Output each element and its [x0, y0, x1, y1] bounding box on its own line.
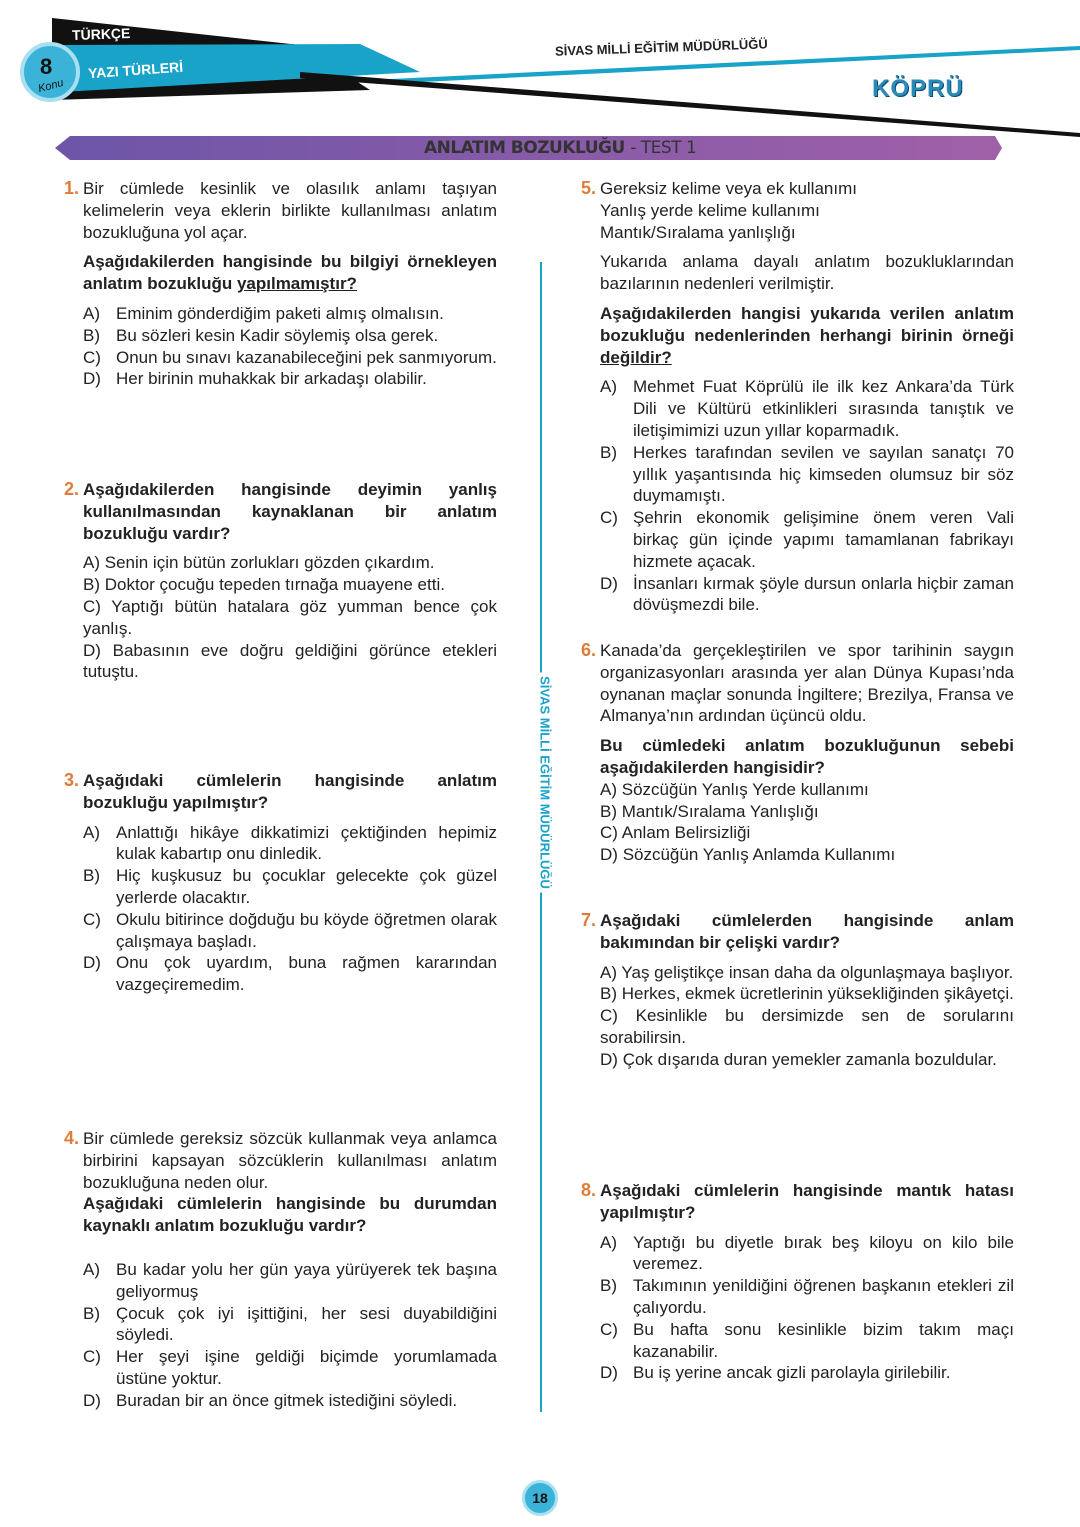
option-c[interactable] — [83, 596, 497, 640]
unit-number: 8 — [40, 54, 53, 79]
option-a[interactable] — [600, 1232, 1014, 1276]
option-letter: C) — [83, 596, 101, 616]
option-c[interactable] — [600, 1319, 1014, 1363]
option-text: Sözcüğün Yanlış Anlamda Kullanımı — [622, 845, 896, 865]
option-a[interactable] — [83, 552, 497, 574]
question-stem — [600, 735, 1014, 779]
question-stem — [83, 770, 497, 814]
question-5 — [580, 178, 1014, 616]
option-text: Yaptığı bu diyetle bırak beş kiloyu on kilo bile veremez. — [633, 1232, 1014, 1274]
option-letter: C) — [600, 1006, 618, 1026]
question-2 — [63, 479, 497, 683]
option-letter: B) — [83, 575, 100, 595]
option-d[interactable] — [83, 368, 497, 390]
option-c[interactable] — [600, 1005, 1014, 1049]
question-4 — [63, 1128, 497, 1412]
option-b[interactable] — [83, 325, 497, 347]
option-c[interactable] — [83, 1346, 497, 1390]
question-stem — [600, 910, 1014, 954]
option-letter: B) — [600, 442, 617, 462]
option-a[interactable] — [83, 303, 497, 325]
option-d[interactable] — [600, 1362, 1014, 1384]
question-3 — [63, 770, 497, 996]
option-letter: D) — [600, 573, 618, 593]
stem-text: Bu cümledeki anlatım bozukluğunun sebebi aşağıdakilerden hangisidir? — [600, 736, 1014, 777]
question-intro: Kanada’da gerçekleştirilen ve spor tarihinin saygın organizasyonları arasında yer alan Dünya Kupası’nda oynanan maçlar sonunda İngiltere; Brezilya, Fransa ve Almanya’nın ardından üçüncü oldu. — [600, 641, 1014, 726]
question-number: 7. — [580, 910, 596, 930]
question-number: 6. — [580, 640, 596, 660]
stem-text: Aşağıdakilerden hangisinde deyimin yanlış kullanılmasından kaynaklanan bir anlatım bozukluğu vardır? — [83, 480, 497, 543]
option-text: Sözcüğün Yanlış Yerde kullanımı — [621, 779, 869, 799]
option-letter: A) — [600, 962, 617, 982]
option-text: Çocuk çok iyi işittiğini, her sesi duyabildiğini söyledi. — [116, 1303, 497, 1345]
question-number: 8. — [580, 1180, 596, 1200]
stem-text: Aşağıdakilerden hangisinde bu bilgiyi örnekleyen anlatım bozukluğu — [83, 252, 497, 294]
question-6 — [580, 640, 1014, 866]
option-text: Mantık/Sıralama Yanlışlığı — [621, 801, 819, 821]
question-intro: Yukarıda anlama dayalı anlatım bozukluklarından bazılarının nedenleri verilmiştir. — [600, 252, 1014, 294]
option-d[interactable] — [83, 1390, 497, 1412]
option-letter: A) — [83, 822, 100, 842]
unit-label: Konu — [36, 76, 65, 96]
option-d[interactable] — [600, 844, 1014, 866]
test-number: - TEST 1 — [630, 138, 697, 158]
stem-emphasis: yapılmamıştır? — [236, 274, 357, 294]
option-text: İnsanları kırmak şöyle dursun onlarla hiçbir zaman dövüşmezdi bile. — [633, 573, 1014, 615]
premise-line: Mantık/Sıralama yanlışlığı — [600, 222, 796, 242]
option-letter: A) — [600, 779, 617, 799]
option-letter: A) — [600, 1232, 617, 1252]
option-letter: C) — [600, 1319, 618, 1339]
option-d[interactable] — [83, 640, 497, 684]
option-text: Çok dışarıda duran yemekler zamanla bozuldular. — [622, 1049, 997, 1069]
option-letter: C) — [600, 823, 618, 843]
option-letter: C) — [83, 909, 101, 929]
option-text: Bu iş yerine ancak gizli parolayla girilebilir. — [633, 1363, 951, 1383]
option-text: Bu hafta sonu kesinlikle bizim takım maçı kazanabilir. — [633, 1319, 1014, 1361]
option-text: Anlattığı hikâye dikkatimizi çektiğinden hepimiz kulak kabartıp onu dinledik. — [116, 822, 497, 864]
page-number: 18 — [522, 1480, 558, 1516]
stem-emphasis: değildir? — [600, 347, 672, 367]
option-a[interactable] — [83, 1259, 497, 1303]
question-1 — [63, 178, 497, 390]
option-letter: C) — [600, 508, 618, 528]
option-b[interactable] — [600, 983, 1014, 1005]
option-text: Buradan bir an önce gitmek istediğini söyledi. — [116, 1390, 458, 1410]
option-letter: A) — [83, 553, 100, 573]
question-intro: Bir cümlede kesinlik ve olasılık anlamı taşıyan kelimelerin veya eklerin birlikte kullanılması anlatım bozukluğuna yol açar. — [83, 179, 497, 242]
option-letter: C) — [83, 347, 101, 367]
option-letter: B) — [83, 866, 100, 886]
option-text: Okulu bitirince doğduğu bu köyde öğretmen olarak çalışmaya başladı. — [116, 909, 497, 951]
option-text: Anlam Belirsizliği — [621, 823, 751, 843]
option-b[interactable] — [83, 574, 497, 596]
publisher-logo: KÖPRÜ — [872, 75, 964, 102]
stem-text: Aşağıdaki cümlelerin hangisinde mantık hatası yapılmıştır? — [600, 1181, 1014, 1222]
option-letter: A) — [600, 377, 617, 397]
question-number: 5. — [580, 178, 596, 198]
question-number: 2. — [63, 479, 79, 499]
topic-label: YAZI TÜRLERİ — [87, 58, 184, 82]
option-b[interactable] — [600, 442, 1014, 507]
test-topic: ANLATIM BOZUKLUĞU — [424, 138, 625, 158]
option-text: Hiç kuşkusuz bu çocuklar gelecekte çok güzel yerlerde olacaktır. — [116, 866, 497, 907]
option-text: Kesinlikle bu dersimizde sen de sorularını sorabilirsin. — [600, 1006, 1014, 1047]
option-letter: B) — [83, 1303, 100, 1323]
option-text: Bu kadar yolu her gün yaya yürüyerek tek başına geliyormuş — [116, 1259, 497, 1301]
option-a[interactable] — [600, 962, 1014, 984]
option-letter: D) — [600, 1049, 618, 1069]
option-d[interactable] — [83, 952, 497, 996]
question-number: 3. — [63, 770, 79, 790]
option-c[interactable] — [83, 909, 497, 953]
option-text: Her birinin muhakkak bir arkadaşı olabilir. — [116, 369, 427, 389]
question-stem — [83, 479, 497, 544]
premise-line: Yanlış yerde kelime kullanımı — [600, 200, 820, 220]
option-text: Doktor çocuğu tepeden tırnağa muayene etti. — [104, 575, 445, 595]
option-c[interactable] — [600, 507, 1014, 572]
option-d[interactable] — [600, 573, 1014, 617]
question-number: 1. — [63, 178, 79, 198]
option-text: Babasının eve doğru geldiğini görünce etekleri tutuştu. — [83, 640, 497, 682]
stem-text: Aşağıdaki cümlelerden hangisinde anlam bakımından bir çelişki vardır? — [600, 911, 1014, 952]
option-letter: B) — [600, 801, 617, 821]
option-text: Yaş geliştikçe insan daha da olgunlaşmaya başlıyor. — [621, 962, 1014, 982]
option-d[interactable] — [600, 1049, 1014, 1071]
option-letter: D) — [83, 640, 101, 660]
option-text: Yaptığı bütün hatalara göz yumman bence çok yanlış. — [83, 596, 497, 638]
option-letter: D) — [83, 1390, 101, 1410]
option-text: Eminim gönderdiğim paketi almış olmalısın. — [116, 303, 444, 323]
question-stem — [83, 1193, 497, 1237]
question-stem — [600, 303, 1014, 368]
option-a[interactable] — [600, 376, 1014, 441]
option-text: Herkes, ekmek ücretlerinin yüksekliğinden şikâyetçi. — [621, 984, 1014, 1004]
option-c[interactable] — [83, 347, 497, 369]
test-title — [424, 138, 696, 158]
option-letter: D) — [600, 845, 618, 865]
option-b[interactable] — [600, 801, 1014, 823]
question-stem — [600, 1180, 1014, 1224]
option-letter: A) — [83, 303, 100, 323]
option-text: Senin için bütün zorlukları gözden çıkardım. — [104, 553, 435, 573]
question-intro: Bir cümlede gereksiz sözcük kullanmak veya anlamca birbirini kapsayan sözcüklerin kullanılması anlatım bozukluğuna neden olur. — [83, 1129, 497, 1192]
stem-text: Aşağıdakilerden hangisi yukarıda verilen anlatım bozukluğu nedenlerinden herhangi birinin örneği — [600, 303, 1014, 345]
option-letter: C) — [83, 1347, 101, 1367]
option-b[interactable] — [600, 1275, 1014, 1319]
option-b[interactable] — [83, 865, 497, 909]
option-letter: B) — [600, 984, 617, 1004]
option-text: Onu çok uyardım, buna rağmen kararından vazgeçiremedim. — [116, 953, 497, 995]
question-stem — [83, 251, 497, 295]
stem-text: Aşağıdaki cümlelerin hangisinde bu durumdan kaynaklı anlatım bozukluğu vardır? — [83, 1194, 497, 1236]
option-text: Onun bu sınavı kazanabileceğini pek sanmıyorum. — [116, 347, 497, 367]
option-letter: D) — [600, 1363, 618, 1383]
premise-line: Gereksiz kelime veya ek kullanımı — [600, 179, 857, 198]
question-7 — [580, 910, 1014, 1071]
option-text: Şehrin ekonomik gelişimine önem veren Vali birkaç gün içinde yapımı tamamlanan fabrikayı hizmete açacak. — [633, 508, 1014, 571]
question-8 — [580, 1180, 1014, 1384]
option-text: Bu sözleri kesin Kadir söylemiş olsa gerek. — [116, 325, 439, 345]
option-b[interactable] — [83, 1303, 497, 1347]
option-c[interactable] — [600, 822, 1014, 844]
option-letter: B) — [83, 325, 100, 345]
option-text: Her şeyi işine geldiği biçimde yorumlamada üstüne yoktur. — [116, 1347, 497, 1388]
option-letter: A) — [83, 1259, 100, 1279]
option-text: Mehmet Fuat Köprülü ile ilk kez Ankara’da Türk Dili ve Kültürü etkinlikleri sırasında tanıştık ve iletişimimizi uzun yıllar koparmadık. — [633, 377, 1014, 440]
option-text: Takımının yenildiğini öğrenen başkanın etekleri zil çalıyordu. — [633, 1276, 1014, 1317]
subject-label: TÜRKÇE — [71, 24, 131, 44]
option-letter: D) — [83, 953, 101, 973]
institution-label: SİVAS MİLLİ EĞİTİM MÜDÜRLÜĞÜ — [554, 36, 769, 59]
question-number: 4. — [63, 1128, 79, 1148]
side-label: SİVAS MİLLİ EĞİTİM MÜDÜRLÜĞÜ — [538, 673, 553, 893]
option-a[interactable] — [600, 779, 1014, 801]
stem-text: Aşağıdaki cümlelerin hangisinde anlatım bozukluğu yapılmıştır? — [83, 771, 497, 812]
option-a[interactable] — [83, 822, 497, 866]
option-letter: B) — [600, 1276, 617, 1296]
option-letter: D) — [83, 369, 101, 389]
option-text: Herkes tarafından sevilen ve sayılan sanatçı 70 yıllık yaşantısında hiç kimseden olumsuz bir söz duymamıştı. — [633, 442, 1014, 506]
